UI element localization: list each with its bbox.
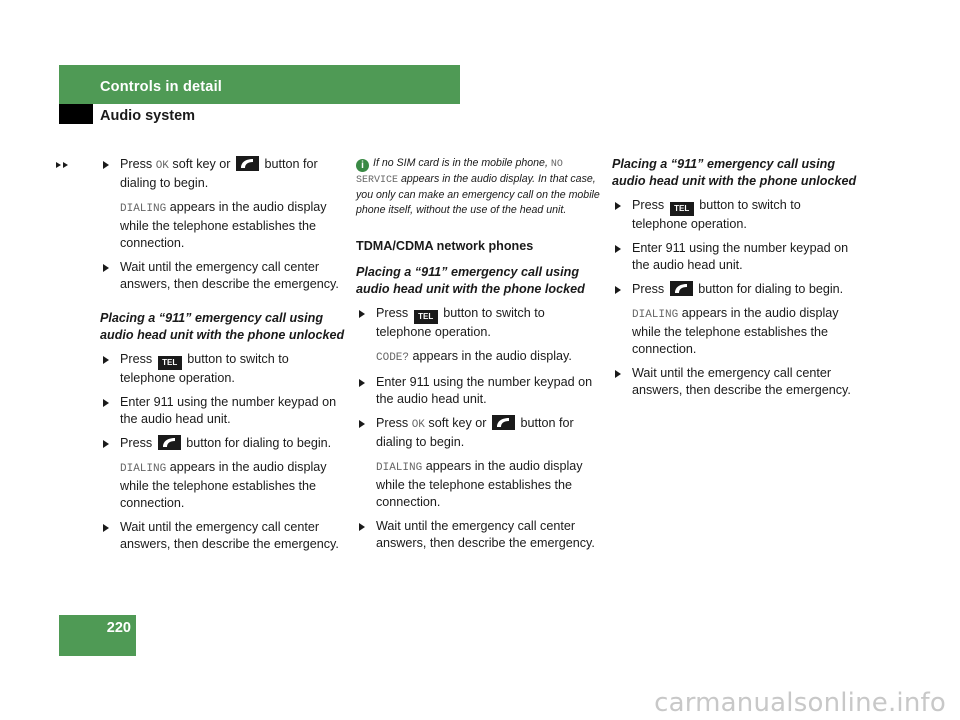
step-arrow-icon bbox=[103, 524, 109, 532]
heading-locked: Placing a “911” emergency call using audio head unit with the phone locked bbox=[356, 265, 585, 296]
continuation-icon bbox=[56, 160, 96, 170]
result-dialing: DIALING appears in the audio display while the telephone establishes the connection. bbox=[376, 459, 583, 509]
step-arrow-icon bbox=[615, 370, 621, 378]
step-enter-911: Enter 911 using the number keypad on the audio head unit. bbox=[100, 394, 345, 428]
step-arrow-icon bbox=[103, 399, 109, 407]
step-arrow-icon bbox=[103, 264, 109, 272]
section-title: Audio system bbox=[100, 108, 196, 124]
step-arrow-icon bbox=[103, 440, 109, 448]
step-press-ok: Press OK soft key or button for dialing to begin. bbox=[100, 156, 345, 192]
column-3 bbox=[612, 156, 857, 406]
step-wait: Wait until the emergency call center answers, then describe the emergency. bbox=[612, 365, 857, 399]
step-arrow-icon bbox=[615, 245, 621, 253]
heading-unlocked: Placing a “911” emergency call using audio head unit with the phone unlocked bbox=[612, 157, 857, 188]
step-arrow-icon bbox=[359, 523, 365, 531]
step-press-tel: Press TEL button to switch to telephone operation. bbox=[356, 305, 601, 341]
step-press-send: Press button for dialing to begin. bbox=[612, 281, 857, 298]
result-dialing: DIALING appears in the audio display while the telephone establishes the connection. bbox=[120, 200, 327, 250]
step-wait: Wait until the emergency call center answers, then describe the emergency. bbox=[100, 519, 345, 553]
step-press-tel: Press TEL button to switch to telephone operation. bbox=[612, 197, 857, 233]
step-wait: Wait until the emergency call center answers, then describe the emergency. bbox=[100, 259, 345, 293]
column-2 bbox=[356, 156, 601, 559]
section-marker bbox=[59, 104, 93, 124]
step-arrow-icon bbox=[359, 420, 365, 428]
result-dialing: DIALING appears in the audio display while the telephone establishes the connection. bbox=[120, 460, 327, 510]
step-arrow-icon bbox=[103, 356, 109, 364]
info-note: i If no SIM card is in the mobile phone, NO SERVICE appears in the audio display. In that case, you only can make an emergency call on the mobile phone itself, without the use of the head unit. bbox=[356, 157, 600, 216]
step-press-ok: Press OK soft key or button for dialing to begin. bbox=[356, 415, 601, 451]
step-arrow-icon bbox=[615, 286, 621, 294]
page-number: 220 bbox=[106, 620, 131, 636]
watermark: carmanualsonline.info bbox=[654, 688, 946, 718]
result-dialing: DIALING appears in the audio display while the telephone establishes the connection. bbox=[632, 306, 839, 356]
column-1 bbox=[100, 156, 345, 560]
chapter-title: Controls in detail bbox=[100, 79, 223, 95]
step-press-tel: Press TEL button to switch to telephone operation. bbox=[100, 351, 345, 387]
tel-button-icon: TEL bbox=[158, 356, 182, 370]
step-wait: Wait until the emergency call center answers, then describe the emergency. bbox=[356, 518, 601, 552]
step-press-send: Press button for dialing to begin. bbox=[100, 435, 345, 452]
tel-button-icon: TEL bbox=[670, 202, 694, 216]
info-icon: i bbox=[356, 159, 369, 172]
step-arrow-icon bbox=[615, 202, 621, 210]
step-enter-911: Enter 911 using the number keypad on the audio head unit. bbox=[356, 374, 601, 408]
heading-unlocked: Placing a “911” emergency call using audio head unit with the phone unlocked bbox=[100, 311, 345, 342]
result-code: CODE? appears in the audio display. bbox=[376, 349, 572, 364]
phone-send-icon bbox=[670, 281, 693, 296]
phone-send-icon bbox=[158, 435, 181, 450]
step-arrow-icon bbox=[359, 379, 365, 387]
step-arrow-icon bbox=[359, 310, 365, 318]
step-enter-911: Enter 911 using the number keypad on the audio head unit. bbox=[612, 240, 857, 274]
step-arrow-icon bbox=[103, 161, 109, 169]
subheading-tdma: TDMA/CDMA network phones bbox=[356, 239, 534, 253]
tel-button-icon: TEL bbox=[414, 310, 438, 324]
phone-send-icon bbox=[236, 156, 259, 171]
phone-send-icon bbox=[492, 415, 515, 430]
